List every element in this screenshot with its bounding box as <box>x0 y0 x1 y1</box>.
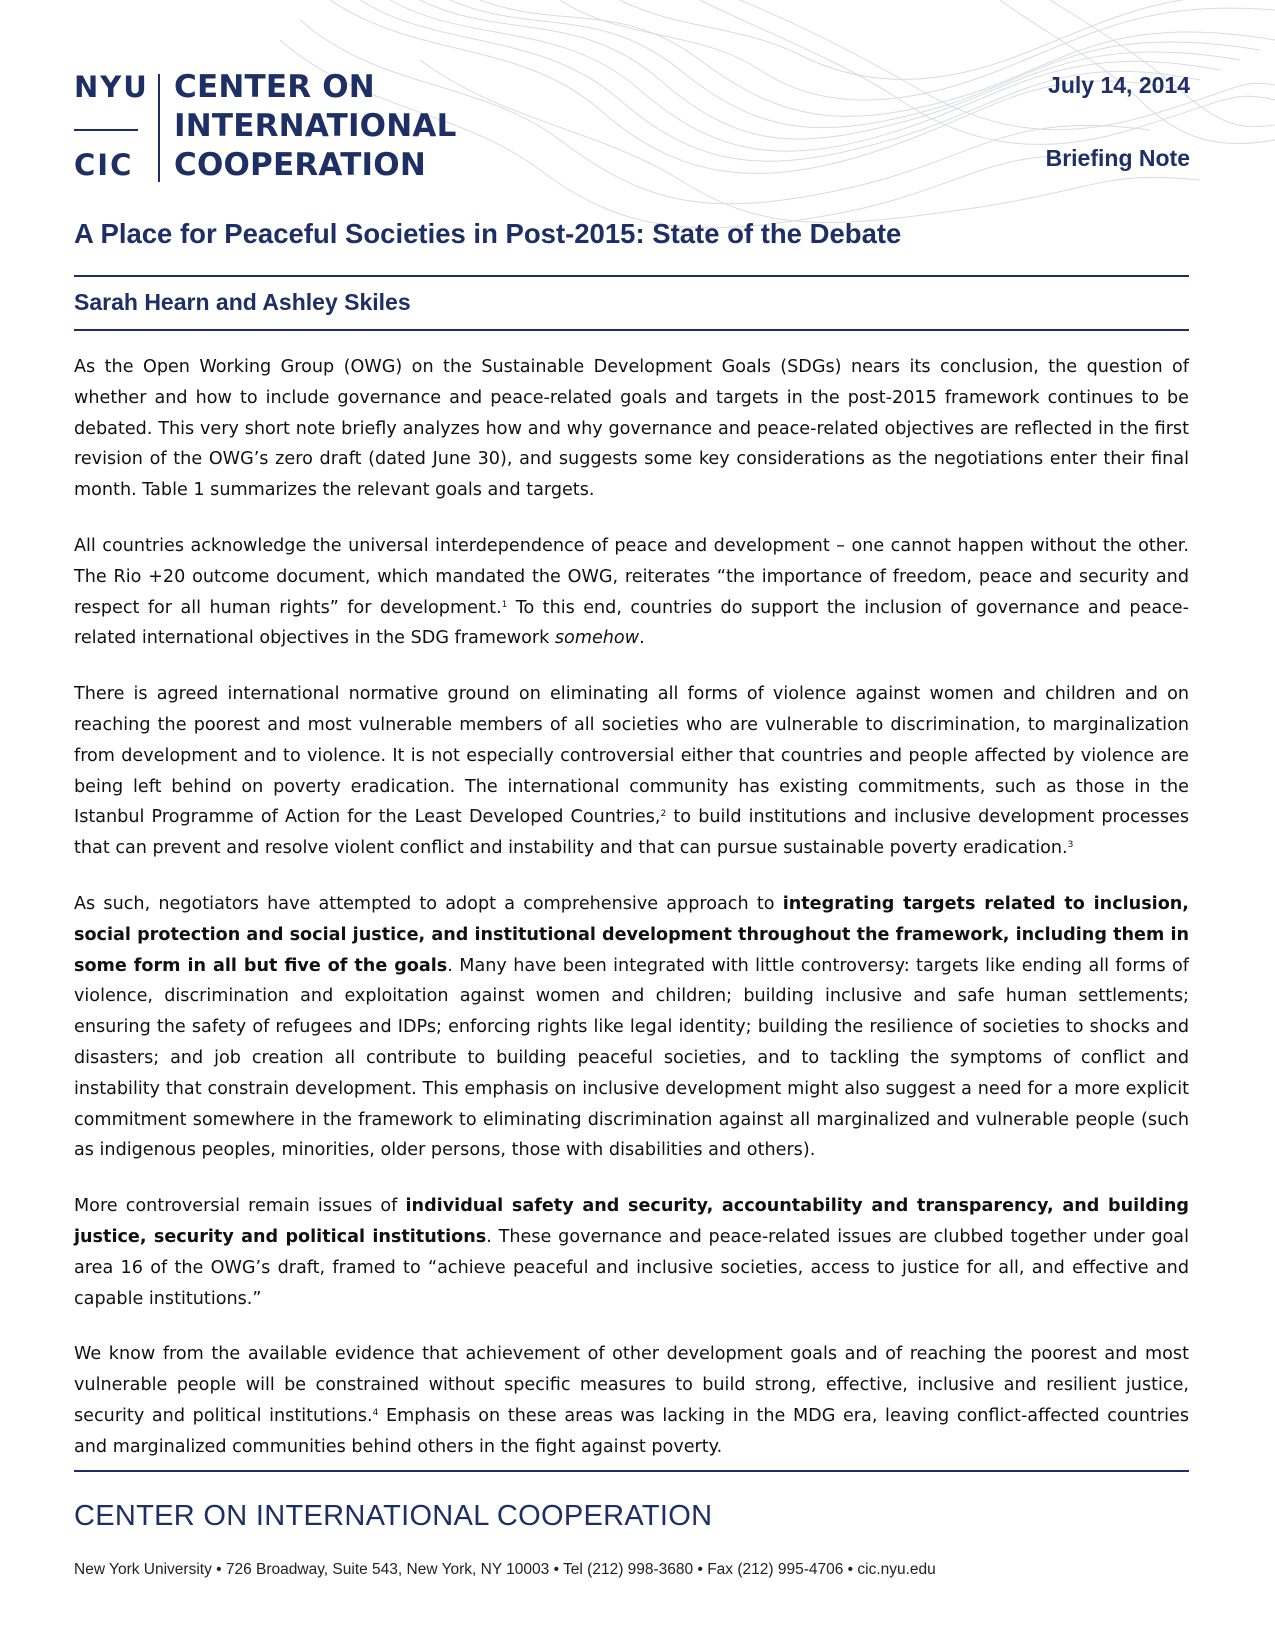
logo-wordmark <box>174 68 457 185</box>
paragraph-2-emphasis: somehow <box>554 628 640 649</box>
logo-monogram <box>74 66 149 186</box>
paragraph-6-text-b: Emphasis on these areas was lacking in the MDG era, leaving conflict-affected countries and marginalized communities behind others in the fight against poverty. <box>74 1405 1189 1457</box>
paragraph-4 <box>74 889 1189 1166</box>
logo-nyu-text: NYU <box>74 70 149 104</box>
document-date: July 14, 2014 <box>1048 72 1190 98</box>
logo-divider-vertical <box>158 74 160 182</box>
logo-line-2: INTERNATIONAL <box>174 108 457 144</box>
authors-divider <box>74 329 1189 331</box>
footnote-ref-2: 2 <box>660 809 667 820</box>
paragraph-3 <box>74 679 1189 864</box>
authors: Sarah Hearn and Ashley Skiles <box>74 289 411 315</box>
footer-contact-info: New York University • 726 Broadway, Suite 543, New York, NY 10003 • Tel (212) 998-3680 • Fax (212) 995-4706 • cic.nyu.edu <box>74 1561 936 1578</box>
paragraph-2-text-b: To this end, countries do support the inclusion of governance and peace-related international objectives in the SDG framework <box>74 597 1189 649</box>
paragraph-1-text: As the Open Working Group (OWG) on the Sustainable Development Goals (SDGs) nears its conclusion, the question of whether and how to include governance and peace-related goals and targets in the post-2015 framework continues to be debated. This very short note briefly analyzes how and why governance and peace-related objectives are reflected in the first revision of the OWG’s zero draft (dated June 30), and suggests some key considerations as the negotiations enter their final month. Table 1 summarizes the relevant goals and targets. <box>74 357 1189 501</box>
paragraph-6 <box>74 1339 1189 1462</box>
paragraph-2-text-a: All countries acknowledge the universal interdependence of peace and development – one cannot happen without the other. The Rio +20 outcome document, which mandated the OWG, reiterates “the importance of freedom, peace and security and respect for all human rights” for development. <box>74 535 1189 618</box>
nyu-cic-logo <box>74 66 457 186</box>
paragraph-2-text-c: . <box>639 628 645 649</box>
logo-divider-horizontal <box>74 129 138 131</box>
paragraph-5-text-b: . These governance and peace-related issues are clubbed together under goal area 16 of the OWG’s draft, framed to “achieve peaceful and inclusive societies, access to justice for all, and effective and capable institutions.” <box>74 1226 1189 1309</box>
logo-line-1: CENTER ON <box>174 69 375 105</box>
footer-organization: CENTER ON INTERNATIONAL COOPERATION <box>74 1500 713 1532</box>
footnote-ref-3: 3 <box>1067 840 1074 851</box>
paragraph-4-text-b: . Many have been integrated with little controversy: targets like ending all forms of violence, discrimination and exploitation against women and children; building inclusive and safe human settlements; ensuring the safety of refugees and IDPs; enforcing rights like legal identity; building the resilience of societies to shocks and disasters; and job creation all contribute to building peaceful societies, and to tackling the symptoms of conflict and instability that constrain development. This emphasis on inclusive development might also suggest a need for a more explicit commitment somewhere in the framework to eliminating discrimination against all marginalized and vulnerable people (such as indigenous peoples, minorities, older persons, those with disabilities and others). <box>74 955 1189 1161</box>
paragraph-5 <box>74 1191 1189 1314</box>
paragraph-4-bold: integrating targets related to inclusion, social protection and social justice, and institutional development throughout the framework, including them in some form in all but five of the goals <box>74 893 1189 976</box>
page-title: A Place for Peaceful Societies in Post-2015: State of the Debate <box>74 218 902 249</box>
paragraph-6-text-a: We know from the available evidence that achievement of other development goals and of reaching the poorest and most vulnerable people will be constrained without specific measures to build strong, effective, inclusive and resilient justice, security and political institutions. <box>74 1344 1189 1426</box>
document-type: Briefing Note <box>1045 145 1190 171</box>
paragraph-1 <box>74 352 1189 506</box>
footer-divider <box>74 1470 1189 1472</box>
footnote-ref-4: 4 <box>372 1407 379 1418</box>
paragraph-5-text-a: More controversial remain issues of <box>74 1196 406 1217</box>
footnote-ref-1: 1 <box>501 599 508 610</box>
paragraph-5-bold: individual safety and security, accountability and transparency, and building justice, security and political institutions <box>74 1196 1189 1247</box>
paragraph-3-text-a: There is agreed international normative ground on eliminating all forms of violence against women and children and on reaching the poorest and most vulnerable members of all societies who are vulnerable to discrimination, to marginalization from development and to violence. It is not especially controversial either that countries and people affected by violence are being left behind on poverty eradication. The international community has existing commitments, such as those in the Istanbul Programme of Action for the Least Developed Countries, <box>74 684 1189 828</box>
body-text <box>74 352 1189 1488</box>
title-divider <box>74 275 1189 277</box>
paragraph-4-text-a: As such, negotiators have attempted to adopt a comprehensive approach to <box>74 893 783 914</box>
paragraph-3-text-b: to build institutions and inclusive development processes that can prevent and resolve violent conflict and instability and that can pursue sustainable poverty eradication. <box>74 807 1189 859</box>
logo-line-3: COOPERATION <box>174 147 426 183</box>
logo-cic-text: CIC <box>74 148 134 182</box>
paragraph-2 <box>74 531 1189 654</box>
